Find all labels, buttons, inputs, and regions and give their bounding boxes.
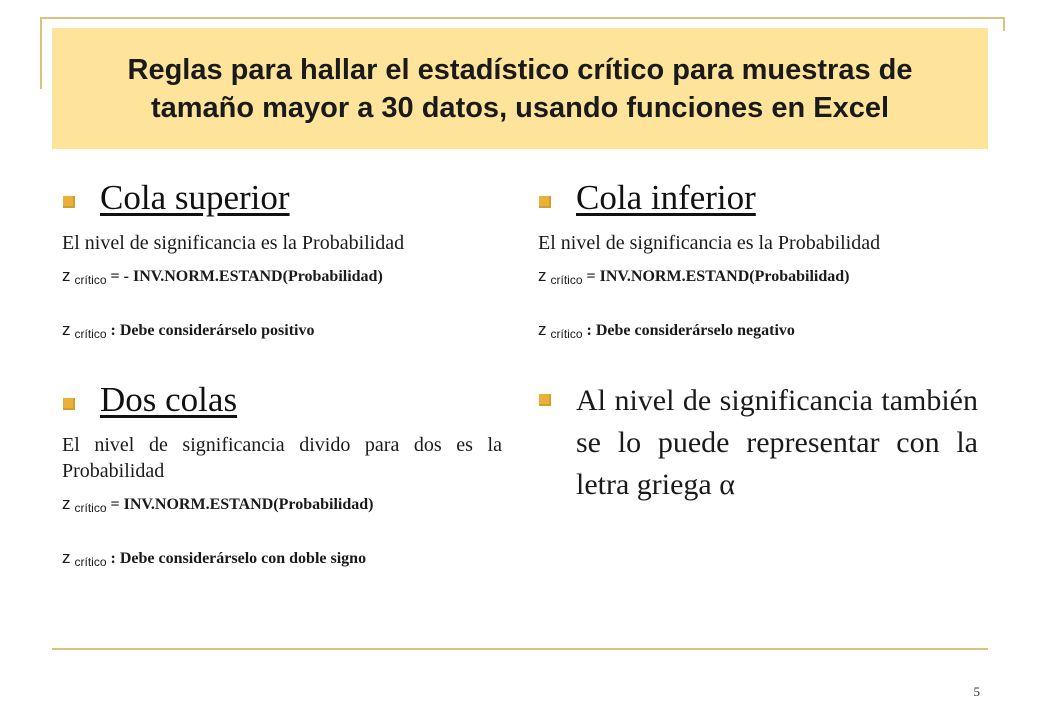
- square-bullet-icon: [63, 196, 75, 208]
- spacer: [62, 340, 502, 380]
- two-tails-formula: z crítico = INV.NORM.ESTAND(Probabilidad): [62, 494, 374, 515]
- upper-tail-heading: Cola superior: [100, 178, 290, 217]
- alpha-note-row: [538, 380, 978, 506]
- upper-tail-description: El nivel de significancia es la Probabilidad: [62, 232, 405, 254]
- title-box: [52, 28, 988, 149]
- two-tails-heading-row: [62, 380, 502, 426]
- square-bullet-icon: [63, 398, 75, 410]
- two-tails-heading: Dos colas: [100, 380, 238, 419]
- frame-right-line: [1003, 17, 1005, 31]
- square-bullet-icon: [539, 196, 551, 208]
- frame-top-line: [40, 17, 1005, 19]
- lower-tail-description: El nivel de significancia es la Probabilidad: [538, 232, 881, 254]
- right-column: [538, 178, 978, 506]
- upper-tail-note: z crítico : Debe considerárselo positivo: [62, 320, 315, 341]
- lower-tail-note: z crítico : Debe considerárselo negativo: [538, 320, 795, 341]
- lower-tail-heading: Cola inferior: [576, 178, 756, 217]
- slide-title: Reglas para hallar el estadístico crítico para muestras de tamaño mayor a 30 datos, usando funciones en Excel: [127, 53, 913, 124]
- lower-tail-formula: z crítico = INV.NORM.ESTAND(Probabilidad): [538, 266, 850, 287]
- left-column: [62, 178, 502, 568]
- spacer: [538, 340, 978, 380]
- two-tails-note: z crítico : Debe considerárselo con doble signo: [62, 548, 367, 569]
- page-number: 5: [973, 684, 980, 699]
- upper-tail-heading-row: [62, 178, 502, 224]
- two-tails-description: El nivel de significancia divido para dos es la Probabilidad: [62, 434, 502, 482]
- alpha-note: Al nivel de significancia también se lo puede representar con la letra griega α: [576, 384, 978, 501]
- square-bullet-icon: [539, 394, 551, 406]
- lower-tail-heading-row: [538, 178, 978, 224]
- bottom-rule: [52, 648, 988, 650]
- frame-left-line: [40, 17, 42, 89]
- upper-tail-formula: z crítico = - INV.NORM.ESTAND(Probabilidad): [62, 266, 383, 287]
